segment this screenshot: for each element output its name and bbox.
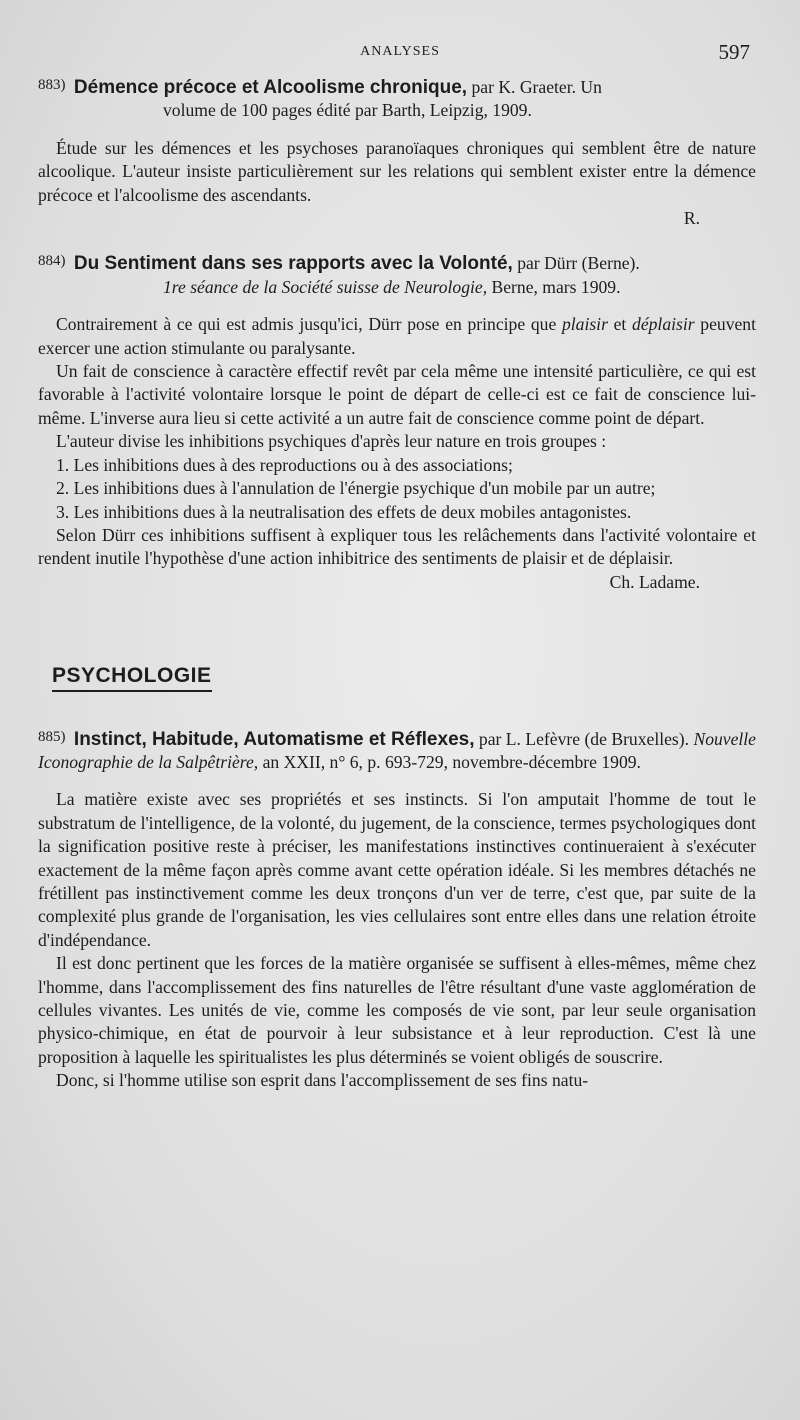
paragraph [38,524,756,592]
text-run: Selon Dürr ces inhibitions suffisent à expliquer tous les relâchements dans l'activité volontaire et rendent inutile l'hypothèse d'une action inhibitrice des sentiments de plaisir et de déplaisir. [38,524,756,569]
paragraph: Un fait de conscience à caractère effectif revêt par cela même une intensité particulière, ce qui est favorable à l'activité volontaire lorsque le point de départ de celle-ci est ce fait de conscience lui-même. L'inverse aura lieu si cette activité a un autre fait de conscience comme point de départ. [38,361,756,428]
entry-title: Démence précoce et Alcoolisme chronique, [73,77,468,98]
signature: R. [683,208,700,229]
entry-885 [38,726,756,1093]
entry-number: 884) [38,253,66,270]
text-run: et [607,314,633,335]
list-item: 3. Les inhibitions dues à la neutralisation des effets de deux mobiles antagonistes. [56,501,632,522]
entry-byline: par Dürr (Berne). [517,253,640,274]
signature: Ch. Ladame. [609,571,700,592]
emphasis: déplaisir [632,314,695,335]
entry-title: Du Sentiment dans ses rapports avec la Volonté, [73,253,513,275]
entry-number: 883) [38,77,66,93]
entry-heading [38,74,756,99]
running-title: ANALYSES [360,44,440,59]
paragraph: Donc, si l'homme utilise son esprit dans l'accomplissement de ses fins natu- [56,1070,589,1091]
paragraph: La matière existe avec ses propriétés et ses instincts. Si l'on amputait l'homme de tout le substratum de l'intelligence, de la volonté, du jugement, de la conscience, termes psychologiques dont la signification positive reste à préciser, les manifestations instinctives continueraient à s'exécuter exactement de la même façon après comme avant cette opération idéale. Si les membres détachés ne frétillent pas instinctivement comme les deux tronçons d'un ver de terre, c'est que, par suite de la complexité plus grande de l'organisation, les vies cellulaires sont entre elles dans une relation étroite d'indépendance. [38,789,756,950]
journal-name: 1re séance de la Société suisse de Neurologie, [163,276,488,297]
entry-number: 885) [38,728,66,745]
article-body [38,74,756,1093]
entry-byline: par L. Lefèvre (de Bruxelles). [478,728,690,749]
entry-reference [38,276,756,299]
running-header [0,40,800,66]
text-run: peuvent exercer une action stimulante ou paralysante. [38,314,756,358]
entry-reference: volume de 100 pages édité par Barth, Leipzig, 1909. [163,100,532,121]
entry-title: Instinct, Habitude, Automatisme et Réflexes, [73,728,475,750]
entry-byline: par K. Graeter. Un [471,77,602,97]
entry-884 [38,250,756,594]
entry-heading [38,250,756,275]
paragraph: Étude sur les démences et les psychoses paranoïaques chroniques qui semblent être de nature alcoolique. L'auteur insiste particulièrement sur les relations qui semblent exister entre la démence précoce et l'alcoolisme des ascendants. [38,137,756,205]
emphasis: plaisir [561,314,608,335]
list-item: 2. Les inhibitions dues à l'annulation de l'énergie psychique d'un mobile par un autre; [56,478,656,499]
list-item: 1. Les inhibitions dues à des reproductions ou à des associations; [56,454,513,475]
journal-name: Nouvelle Iconographie de la Salpêtrière, [38,728,756,772]
section-heading: PSYCHOLOGIE [52,664,212,691]
entry-883 [38,74,756,230]
reference-details: Berne, mars 1909. [487,276,621,297]
paragraph [38,313,756,360]
reference-details: an XXII, n° 6, p. 693-729, novembre-décembre 1909. [258,751,641,772]
text-run: Contrairement à ce qui est admis jusqu'ici, Dürr pose en principe que [56,314,562,335]
paragraph: L'auteur divise les inhibitions psychiques d'après leur nature en trois groupes : [56,431,607,452]
page-number: 597 [718,40,750,64]
paragraph: Il est donc pertinent que les forces de la matière organisée se suffisent à elles-mêmes, même chez l'homme, dans l'accomplissement des fins naturelles de l'être résultant d'une vaste agglomération de cellules vivantes. Les unités de vie, comme les composés de vie sont, par leur seule organisation physico-chimique, en état de pourvoir à leur subsistance et à leur reproduction. C'est là une proposition à laquelle les spiritualistes les plus déterminés se voient obligés de souscrire. [38,953,756,1067]
entry-heading [38,726,756,775]
